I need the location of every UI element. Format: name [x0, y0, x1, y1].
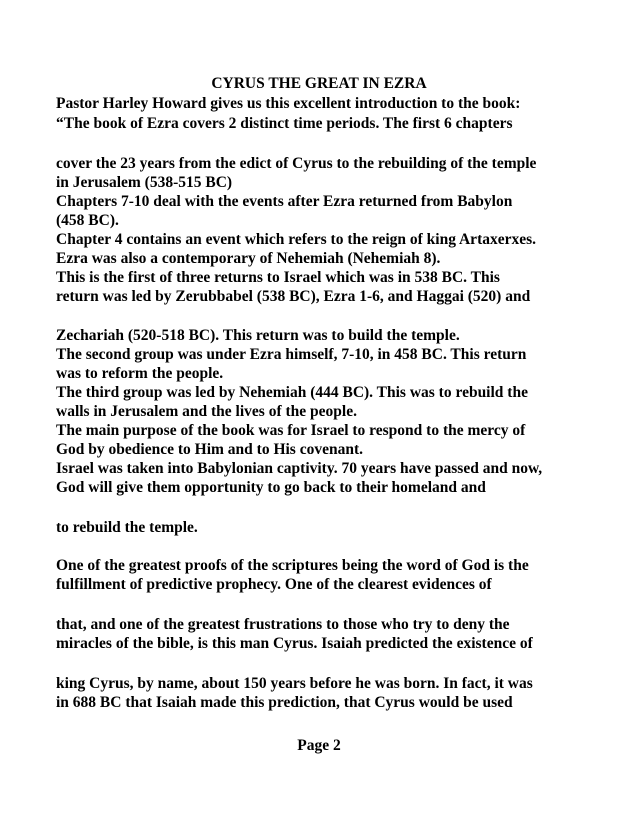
text-line: miracles of the bible, is this man Cyrus. Isaiah predicted the existence of	[56, 635, 533, 652]
text-line: cover the 23 years from the edict of Cyrus to the rebuilding of the temple	[56, 155, 537, 172]
text-line: to rebuild the temple.	[56, 519, 198, 536]
text-line: Chapters 7-10 deal with the events after Ezra returned from Babylon	[56, 193, 513, 210]
text-line: God will give them opportunity to go back to their homeland and	[56, 479, 486, 496]
text-line: walls in Jerusalem and the lives of the people.	[56, 403, 357, 420]
text-line: The second group was under Ezra himself, 7-10, in 458 BC. This return	[56, 346, 527, 363]
text-line: This is the first of three returns to Israel which was in 538 BC. This	[56, 269, 500, 286]
text-line: king Cyrus, by name, about 150 years before he was born. In fact, it was	[56, 675, 533, 692]
text-line: (458 BC).	[56, 212, 119, 229]
text-line: Israel was taken into Babylonian captivity. 70 years have passed and now,	[56, 460, 543, 477]
page-number: Page 2	[297, 737, 341, 754]
text-line: that, and one of the greatest frustrations to those who try to deny the	[56, 616, 510, 633]
text-line: in Jerusalem (538-515 BC)	[56, 174, 233, 191]
text-line: One of the greatest proofs of the scriptures being the word of God is the	[56, 557, 529, 574]
text-line: God by obedience to Him and to His covenant.	[56, 441, 364, 458]
text-line: fulfillment of predictive prophecy. One of the clearest evidences of	[56, 576, 492, 593]
text-line: Pastor Harley Howard gives us this excellent introduction to the book:	[56, 95, 521, 112]
text-line: in 688 BC that Isaiah made this prediction, that Cyrus would be used	[56, 694, 513, 711]
text-line: The third group was led by Nehemiah (444 BC). This was to rebuild the	[56, 384, 528, 401]
text-line: Chapter 4 contains an event which refers to the reign of king Artaxerxes.	[56, 231, 537, 248]
text-line: was to reform the people.	[56, 365, 224, 382]
text-line: “The book of Ezra covers 2 distinct time periods. The first 6 chapters	[56, 115, 513, 132]
text-line: return was led by Zerubbabel (538 BC), Ezra 1-6, and Haggai (520) and	[56, 288, 531, 305]
text-line: The main purpose of the book was for Israel to respond to the mercy of	[56, 422, 526, 439]
text-line: Ezra was also a contemporary of Nehemiah (Nehemiah 8).	[56, 250, 441, 267]
page-title: CYRUS THE GREAT IN EZRA	[211, 75, 427, 92]
text-line: Zechariah (520-518 BC). This return was to build the temple.	[56, 327, 460, 344]
